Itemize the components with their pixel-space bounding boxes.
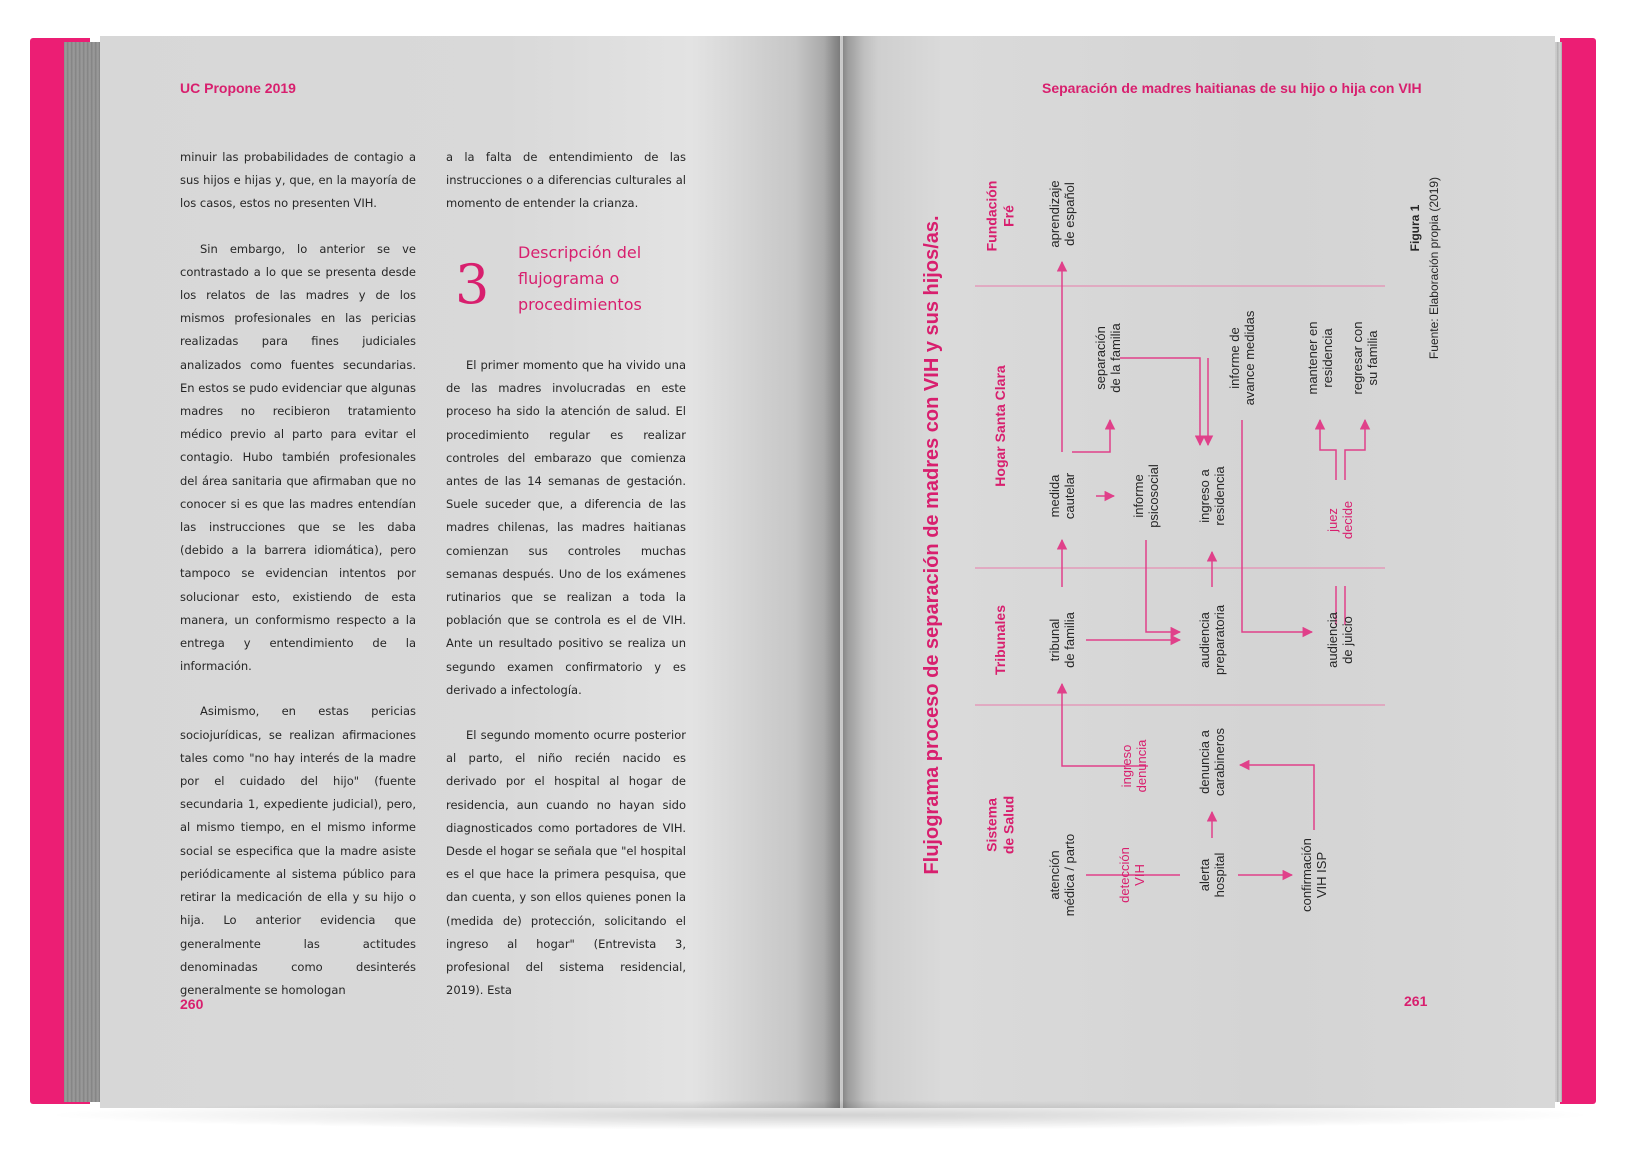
connector-arrow (1120, 358, 1200, 445)
flow-node-aprendizaje: aprendizajede español (1047, 180, 1078, 248)
flow-node-confirmacion: confirmaciónVIH ISP (1299, 838, 1330, 912)
flow-node-informe_av: informe deavance medidas (1227, 310, 1258, 406)
figure-title: Flujograma proceso de separación de madres con VIH y sus hijos/as. (921, 215, 943, 875)
flow-node-aud_prep: audienciapreparatoria (1197, 604, 1228, 676)
paragraph: El segundo momento ocurre posterior al parto, el niño recién nacido es derivado por el hospital al hogar de residencia, aun cuando no hayan sido diagnosticados como portadores de VIH. Desde el hogar se señala que "el hospital es el que hace la primera pesquisa, que dan cuenta, y son ellos quienes ponen la (medida de) protección, solicitando el ingreso al hogar" (Entrevista 3, profesional del sistema residencial, 2019). Esta (446, 728, 686, 998)
paragraph: a la falta de entendimiento de las instrucciones o a diferencias culturales al momento de entender la crianza. (446, 150, 686, 211)
flow-nodes (1047, 180, 1380, 916)
flow-node-aud_juicio: audienciade juicio (1325, 612, 1356, 668)
connector-arrow (1240, 765, 1314, 830)
paragraph: minuir las probabilidades de contagio a sus hijos e hijas y, que, en la mayoría de los casos, estos no presenten VIH. (180, 150, 416, 211)
connector-arrow (1242, 420, 1312, 632)
page-number-left: 260 (180, 996, 204, 1012)
paragraph: Sin embargo, lo anterior se ve contrastado a lo que se presenta desde los relatos de las madres y de los mismos profesionales en las pericias realizadas para fines judiciales analizados como fuentes secundarias. En estos se pudo evidenciar que algunas madres no recibieron tratamiento médico previo al parto para evitar el contagio. Hubo también profesionales del área sanitaria que afirmaban que no conocer si es que las madres entendían las instrucciones que se les daba (debido a la barrera idiomática), pero tampoco se evidencian intentos por solucionar esto, existiendo de esta manera, un conformismo respecto a la entrega y entendimiento de la información. (180, 241, 416, 674)
flow-node-ingreso_res: ingreso aresidencia (1197, 466, 1228, 526)
lane-labels (983, 181, 1016, 855)
lane-label-fund: FundaciónFré (983, 180, 1017, 252)
running-head-right: Separación de madres haitianas de su hijo o hija con VIH (1042, 80, 1422, 96)
figure-label: Figura 1 (1408, 204, 1422, 252)
section-number: 3 (455, 253, 490, 316)
flow-node-regresar: regresar consu familia (1350, 321, 1381, 395)
flow-node-deteccion: detecciónVIH (1117, 847, 1148, 903)
flow-node-mantener: mantener enresidencia (1305, 321, 1336, 395)
figure-source: Fuente: Elaboración propia (2019) (1427, 176, 1441, 360)
flow-node-ingreso: ingresodenuncia (1119, 739, 1150, 793)
connector-arrow (1146, 540, 1180, 632)
running-head-left: UC Propone 2019 (180, 80, 296, 96)
page-number-right: 261 (1404, 993, 1428, 1009)
flow-node-atencion: atenciónmédica / parto (1047, 833, 1078, 917)
flow-node-informe_ps: informepsicosocial (1131, 464, 1162, 528)
lane-label-hogar: Hogar Santa Clara (991, 365, 1008, 487)
flow-node-alerta: alertahospital (1197, 852, 1228, 898)
lane-label-trib: Tribunales (991, 604, 1008, 676)
connector-arrow (1345, 420, 1365, 480)
flow-node-medida: medidacautelar (1047, 472, 1078, 520)
connector-arrow (1072, 420, 1110, 452)
section-title: Descripción del flujograma o procedimientos (518, 243, 642, 314)
flow-node-denuncia: denuncia acarabineros (1197, 728, 1228, 796)
paragraph: Asimismo, en estas pericias sociojurídicas, se realizan afirmaciones tales como "no hay interés de la madre por el cuidado del hijo" (fuente secundaria 1, expediente judicial), pero, al mismo tiempo, en el mismo informe social se especifica que la madre asiste periódicamente al sistema público para retirar la medicación de ella y su hijo o hija. Lo anterior evidencia que generalmente las actitudes denominadas como desinterés generalmente se homologan (180, 704, 416, 997)
flow-node-separacion: separaciónde la familia (1093, 323, 1124, 393)
flow-node-juez: juezdecide (1325, 500, 1356, 540)
paragraph: El primer momento que ha vivido una de las madres involucradas en este proceso ha sido la atención de salud. El procedimiento regular es realizar controles del embarazo que comienza antes de las 14 semanas de gestación. Suele suceder que, a diferencia de las madres chilenas, las madres haitianas comienzan sus controles muchas semanas después. Uno de los exámenes rutinarios que se realizan a toda la población que se controla es el de VIH. Ante un resultado positivo se realiza un segundo examen confirmatorio y es derivado a infectología. (446, 358, 686, 697)
flow-node-tribunal: tribunalde familia (1047, 612, 1078, 668)
lane-label-salud: Sistemade Salud (983, 795, 1017, 855)
connector-arrow (1320, 420, 1336, 480)
